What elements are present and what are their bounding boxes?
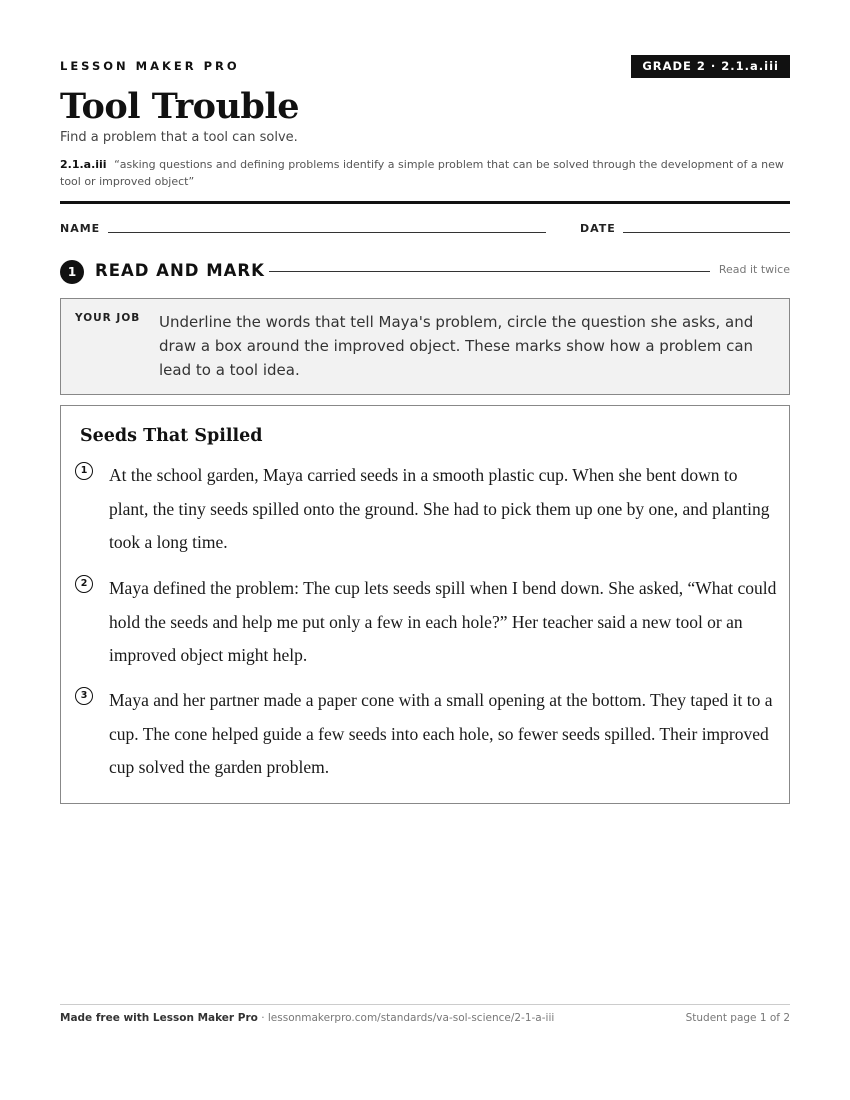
standard-description bbox=[60, 156, 790, 190]
date-field[interactable] bbox=[623, 232, 790, 233]
footer-url[interactable]: lessonmakerpro.com/standards/va-sol-science/2-1-a-iii bbox=[267, 1012, 555, 1024]
paragraph-text: At the school garden, Maya carried seeds in a smooth plastic cup. When she bent down to plant, the tiny seeds spilled onto the ground. She had to pick them up one by one, and planting took a long time. bbox=[109, 465, 770, 552]
paragraph-text: Maya defined the problem: The cup lets seeds spill when I bend down. She asked, “What could hold the seeds and help me put only a few in each hole?” Her teacher said a new tool or an improved object might help. bbox=[109, 578, 777, 665]
your-job-instructions: Underline the words that tell Maya's problem, circle the question she asks, and draw a box around the improved object. These marks show how a problem can lead to a tool idea. bbox=[159, 313, 754, 379]
section-divider bbox=[269, 271, 710, 272]
footer-separator: · bbox=[257, 1012, 268, 1024]
standard-code: 2.1.a.iii bbox=[60, 158, 107, 171]
date-label: DATE bbox=[580, 222, 616, 235]
section-note: Read it twice bbox=[718, 263, 790, 276]
footer-brand: Made free with Lesson Maker Pro bbox=[60, 1012, 258, 1024]
section-title: READ AND MARK bbox=[95, 261, 265, 280]
section-number-badge: 1 bbox=[60, 260, 84, 284]
brand-label: LESSON MAKER PRO bbox=[60, 59, 240, 73]
grade-badge: GRADE 2 · 2.1.a.iii bbox=[631, 55, 790, 78]
page-title: Tool Trouble bbox=[60, 86, 299, 127]
footer-page-number: Student page 1 of 2 bbox=[685, 1012, 790, 1024]
your-job-label: YOUR JOB bbox=[75, 312, 141, 324]
name-field[interactable] bbox=[108, 232, 546, 233]
paragraph-number-badge: 1 bbox=[75, 462, 93, 480]
header-divider bbox=[60, 201, 790, 204]
page-subtitle: Find a problem that a tool can solve. bbox=[60, 130, 298, 145]
header-row bbox=[60, 55, 790, 79]
paragraph-text: Maya and her partner made a paper cone with a small opening at the bottom. They taped it to a cup. The cone helped guide a few seeds into each hole, so fewer seeds spilled. Their improved cup solved the garden problem. bbox=[109, 690, 773, 777]
footer-credit bbox=[60, 1012, 554, 1024]
paragraph-number-badge: 3 bbox=[75, 687, 93, 705]
worksheet-page bbox=[60, 0, 790, 1100]
story-title: Seeds That Spilled bbox=[80, 426, 263, 446]
footer-divider bbox=[60, 1004, 790, 1005]
name-label: NAME bbox=[60, 222, 101, 235]
story-box bbox=[60, 405, 790, 804]
paragraph-number-badge: 2 bbox=[75, 575, 93, 593]
your-job-box bbox=[60, 298, 790, 395]
standard-text: “asking questions and defining problems identify a simple problem that can be solved through the development of a new tool or improved object” bbox=[60, 158, 784, 188]
